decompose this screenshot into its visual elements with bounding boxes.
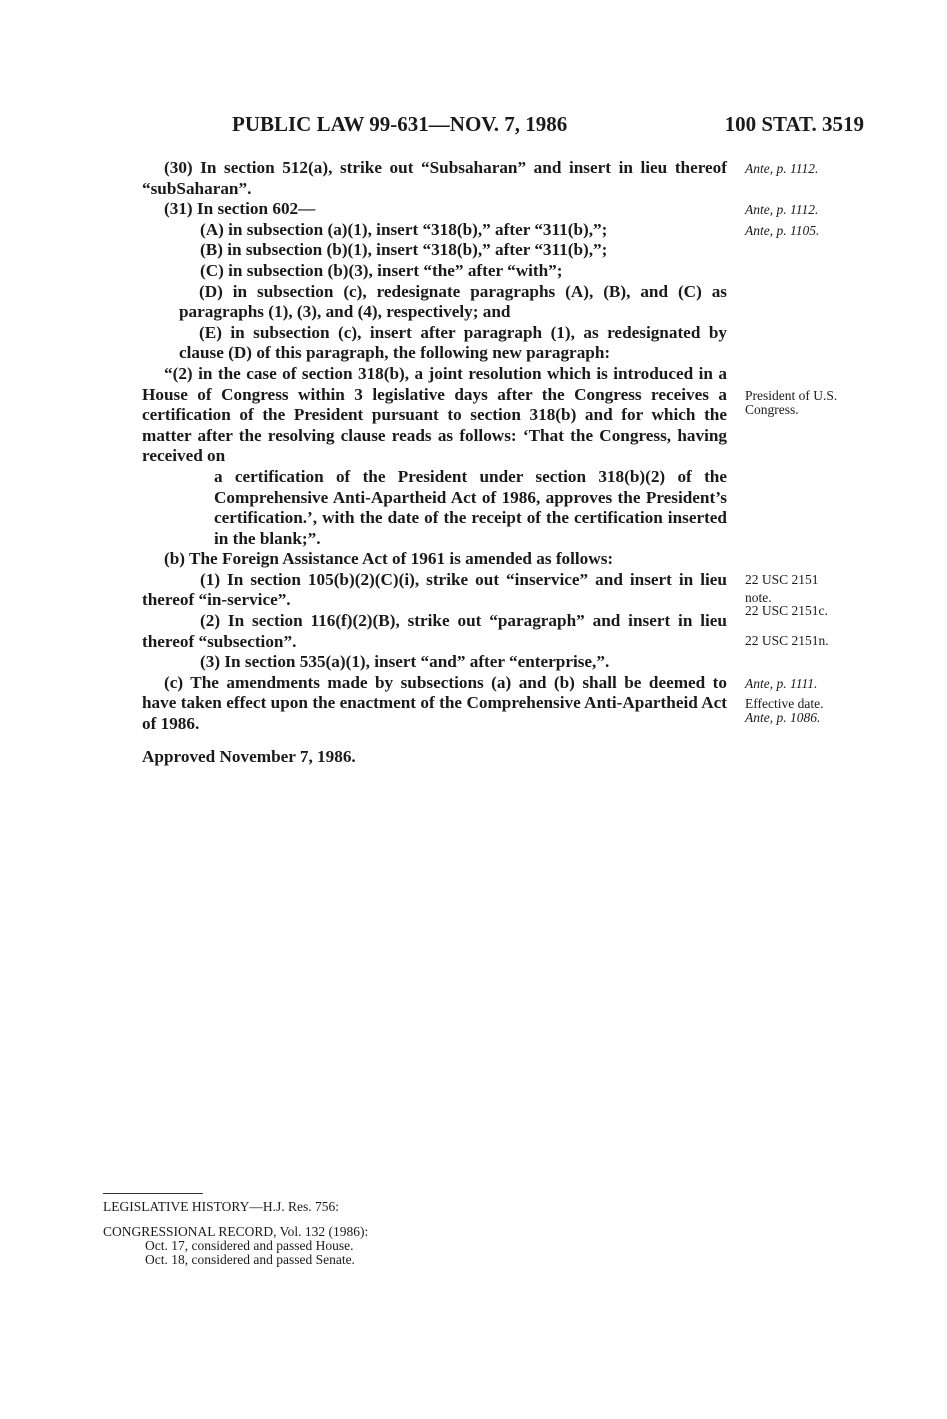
congressional-record: CONGRESSIONAL RECORD, Vol. 132 (1986): bbox=[103, 1224, 369, 1239]
clause-a: (A) in subsection (a)(1), insert “318(b),” after “311(b),”; bbox=[200, 219, 608, 239]
statute-page: 100 STAT. 3519 bbox=[724, 112, 864, 136]
history-entry: Oct. 18, considered and passed Senate. bbox=[145, 1252, 355, 1267]
approval-date: Approved November 7, 1986. bbox=[142, 746, 356, 766]
clause-b: (B) in subsection (b)(1), insert “318(b),” after “311(b),”; bbox=[200, 240, 608, 260]
margin-note: Ante, p. 1105. bbox=[745, 223, 820, 238]
clause-d: (D) in subsection (c), redesignate paragraphs (A), (B), and (C) as paragraphs (1), (3), and (4), respectively; and bbox=[179, 281, 727, 322]
margin-note: Ante, p. 1111. bbox=[745, 676, 818, 691]
margin-note: Ante, p. 1086. bbox=[745, 710, 821, 725]
margin-note: President of U.S. bbox=[745, 388, 838, 403]
legislative-history bbox=[103, 1200, 503, 1267]
paragraph-31: (31) In section 602— bbox=[164, 199, 316, 219]
margin-note: 22 USC 2151 bbox=[745, 572, 819, 587]
subsection-b-1: (1) In section 105(b)(2)(C)(i), strike out “inservice” and insert in lieu thereof “in-service”. bbox=[142, 569, 727, 610]
quoted-paragraph-continued: a certification of the President under section 318(b)(2) of the Comprehensive Anti-Apartheid Act of 1986, approves the President’s certification.’, with the date of the receipt of the certification inserted in the blank;”. bbox=[214, 466, 727, 548]
margin-note: Ante, p. 1112. bbox=[745, 161, 819, 176]
legislative-history-heading: LEGISLATIVE HISTORY—H.J. Res. 756: bbox=[103, 1199, 339, 1214]
subsection-c: (c) The amendments made by subsections (a) and (b) shall be deemed to have taken effect upon the enactment of the Comprehensive Anti-Apartheid Act of 1986. bbox=[142, 672, 727, 734]
clause-e: (E) in subsection (c), insert after paragraph (1), as redesignated by clause (D) of this paragraph, the following new paragraph: bbox=[179, 322, 727, 363]
clause-c: (C) in subsection (b)(3), insert “the” after “with”; bbox=[200, 260, 563, 280]
paragraph-30: (30) In section 512(a), strike out “Subsaharan” and insert in lieu thereof “subSaharan”. bbox=[142, 158, 727, 198]
law-text bbox=[142, 158, 727, 767]
margin-note: 22 USC 2151c. bbox=[745, 603, 828, 618]
margin-note: Ante, p. 1112. bbox=[745, 202, 819, 217]
subsection-b-2: (2) In section 116(f)(2)(B), strike out “paragraph” and insert in lieu thereof “subsection”. bbox=[142, 611, 727, 651]
margin-note: note. bbox=[745, 590, 772, 605]
margin-note: 22 USC 2151n. bbox=[745, 633, 829, 648]
quoted-paragraph: “(2) in the case of section 318(b), a joint resolution which is introduced in a House of Congress within 3 legislative days after the Congress receives a certification of the President pursuant to section 318(b) and for which the matter after the resolving clause reads as follows: ‘That the Congress, having received on bbox=[142, 363, 727, 466]
footnote-divider bbox=[103, 1193, 203, 1194]
law-citation: PUBLIC LAW 99-631—NOV. 7, 1986 bbox=[232, 112, 568, 136]
history-entry: Oct. 17, considered and passed House. bbox=[145, 1238, 354, 1253]
subsection-b-3: (3) In section 535(a)(1), insert “and” after “enterprise,”. bbox=[200, 652, 610, 672]
margin-note: Effective date. bbox=[745, 696, 824, 711]
page-header bbox=[232, 112, 864, 142]
subsection-b: (b) The Foreign Assistance Act of 1961 is amended as follows: bbox=[164, 549, 614, 569]
margin-note: Congress. bbox=[745, 402, 799, 417]
